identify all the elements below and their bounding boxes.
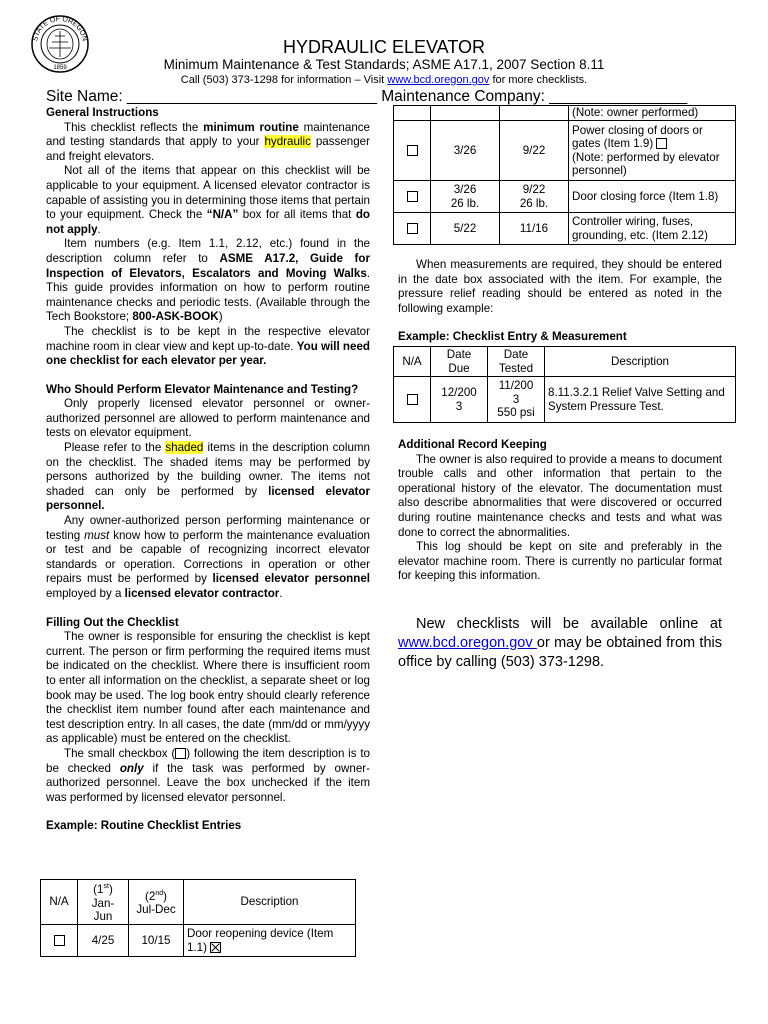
section-heading: Example: Routine Checklist Entries [46,819,242,833]
table-cell: 10/15 [129,925,184,957]
section-heading: Filling Out the Checklist [46,615,179,629]
table-cell: Door closing force (Item 1.8) [569,181,736,213]
bcd-link[interactable]: www.bcd.oregon.gov [387,74,490,86]
paragraph: Item numbers (e.g. Item 1.1, 2.12, etc.) found in the description column refer to ASME A17.2, Guide for Inspection of Elevators, Escalators and Moving Walks. This guide provides information on how to perform routine maintenance checks and periodic tests. (Available through the Tech Bookstore; 800-ASK-BOOK) [46,237,370,324]
table-cell: Controller wiring, fuses, grounding, etc. (Item 2.12) [569,213,736,245]
left-column [46,106,370,834]
highlighted-text: shaded [165,441,204,455]
table-cell: 3/26 26 lb. [431,181,500,213]
table-cell: 5/22 [431,213,500,245]
table-row [41,925,356,957]
table-cell: 9/22 26 lb. [500,181,569,213]
contact-text-end: for more checklists. [489,74,588,86]
example-measurement-table [393,346,736,423]
new-checklists-note [398,615,722,672]
section-heading: Example: Checklist Entry & Measurement [398,330,627,344]
page-subtitle: Minimum Maintenance & Test Standards; ASME A17.1, 2007 Section 8.11 [163,57,605,72]
bcd-link[interactable]: www.bcd.oregon.gov [398,635,537,651]
paragraph: Only properly licensed elevator personnel or owner-authorized personnel are allowed to perform maintenance and tests on elevator equipment. [46,397,370,440]
right-column-lower [398,438,722,584]
paragraph: When measurements are required, they should be entered in the date box associated with the item. For example, the pressure relief reading should be entered as noted in the following example: [398,258,722,315]
table-row [394,121,736,181]
table-cell: (Note: owner performed) [569,106,736,121]
table-cell: Power closing of doors or gates (Item 1.9) (Note: performed by elevator personnel) [569,121,736,181]
table-row [394,106,736,121]
owner-checkbox-checked[interactable] [210,942,221,953]
paragraph: This checklist reflects the minimum routine maintenance and testing standards that apply to your hydraulic passenger and freight elevators. [46,120,371,163]
paragraph: The checklist is to be kept in the respective elevator machine room in clear view and kept up-to-date. You will need one checklist for each elevator per year. [46,324,370,368]
owner-checkbox[interactable] [656,138,667,149]
note-text-end: or may be obtained from this office by calling (503) 373-1298. [398,635,722,670]
table-cell: 11/16 [500,213,569,245]
section-heading: General Instructions [46,106,159,119]
seal-year: 1859 [53,65,67,71]
table-cell: 4/25 [78,925,129,957]
col-header: N/A [394,347,431,377]
col-header: (2nd) Jul-Dec [129,880,184,925]
note-text: New checklists will be available online at [416,616,722,632]
section-heading: Who Should Perform Elevator Maintenance and Testing? [46,382,359,396]
col-header: Date Due [431,347,488,377]
section-heading: Additional Record Keeping [398,438,547,451]
paragraph: Any owner-authorized person performing maintenance or testing must know how to perform the maintenance evaluation or test and be capable of recognizing incorrect elevator standards or operation. Corrections in operation or other repairs must be performed by licensed elevator personnel employed by a licensed elevator contractor. [46,514,370,600]
table-cell: 9/22 [500,121,569,181]
paragraph: This log should be kept on site and preferably in the elevator machine room. There is currently no particular format for keeping this information. [398,540,722,583]
na-checkbox[interactable] [54,935,65,946]
na-checkbox[interactable] [407,145,418,156]
paragraph: Not all of the items that appear on this checklist will be applicable to your equipment. A licensed elevator contractor is capable of assisting you in determining those items that pertain to your equipment. Check the “N/A” box for all items that do not apply. [46,164,370,236]
col-header: (1st) Jan- Jun [78,880,129,925]
col-header: N/A [41,880,78,925]
table-cell: Door reopening device (Item 1.1) [184,925,356,957]
table-row [394,377,736,423]
table-row [394,181,736,213]
page-title: HYDRAULIC ELEVATOR [282,37,486,57]
paragraph: Please refer to the shaded items in the description column on the checklist. The shaded items may be performed by persons authorized by the building owner. The items not shaded can only be performed by licensed elevator personnel. [46,441,370,513]
na-checkbox[interactable] [407,394,418,405]
paragraph: The owner is responsible for ensuring the checklist is kept current. The person or firm performing the required items must be indicated on the checklist. Where there is insufficient room to enter all information on the checklist, a separate sheet or log book may be used. The log book entry should clearly reference the checklist item number found after each maintenance and test description entry. In all cases, the date (mm/dd or mm/yyyy as applicable) must be entered on the checklist. [46,630,370,746]
right-column [398,258,722,345]
contact-text: Call (503) 373-1298 for information – Visit [180,74,388,86]
table-row [394,213,736,245]
paragraph: The owner is also required to provide a means to document trouble calls and other information that pertain to the operational history of the elevator. The documentation must also describe abnormalities that were discovered or occurred during routine maintenance checks and tests and what was done to correct the abnormalities. [398,452,722,539]
example-continued-table [393,105,736,245]
paragraph: The small checkbox ( ) following the item description is to be checked only if the task was performed by owner-authorized personnel. Leave the box unchecked if the item was performed by licensed elevator personnel. [46,746,370,804]
table-cell: 12/200 3 [431,377,488,423]
na-checkbox[interactable] [407,191,418,202]
site-name-line: Site Name: _____________________________ Maintenance Company: ________________ [46,88,688,105]
table-cell: 8.11.3.2.1 Relief Valve Setting and System Pressure Test. [545,377,736,423]
highlighted-text: hydraulic [264,135,311,149]
seal-text: STATE OF OREGON [32,15,88,42]
checkbox-icon [175,748,186,759]
col-header: Date Tested [488,347,545,377]
table-cell: 11/200 3 550 psi [488,377,545,423]
example-routine-table [40,879,356,957]
table-cell: 3/26 [431,121,500,181]
col-header: Description [184,880,356,925]
contact-line [0,74,768,86]
col-header: Description [545,347,736,377]
na-checkbox[interactable] [407,223,418,234]
